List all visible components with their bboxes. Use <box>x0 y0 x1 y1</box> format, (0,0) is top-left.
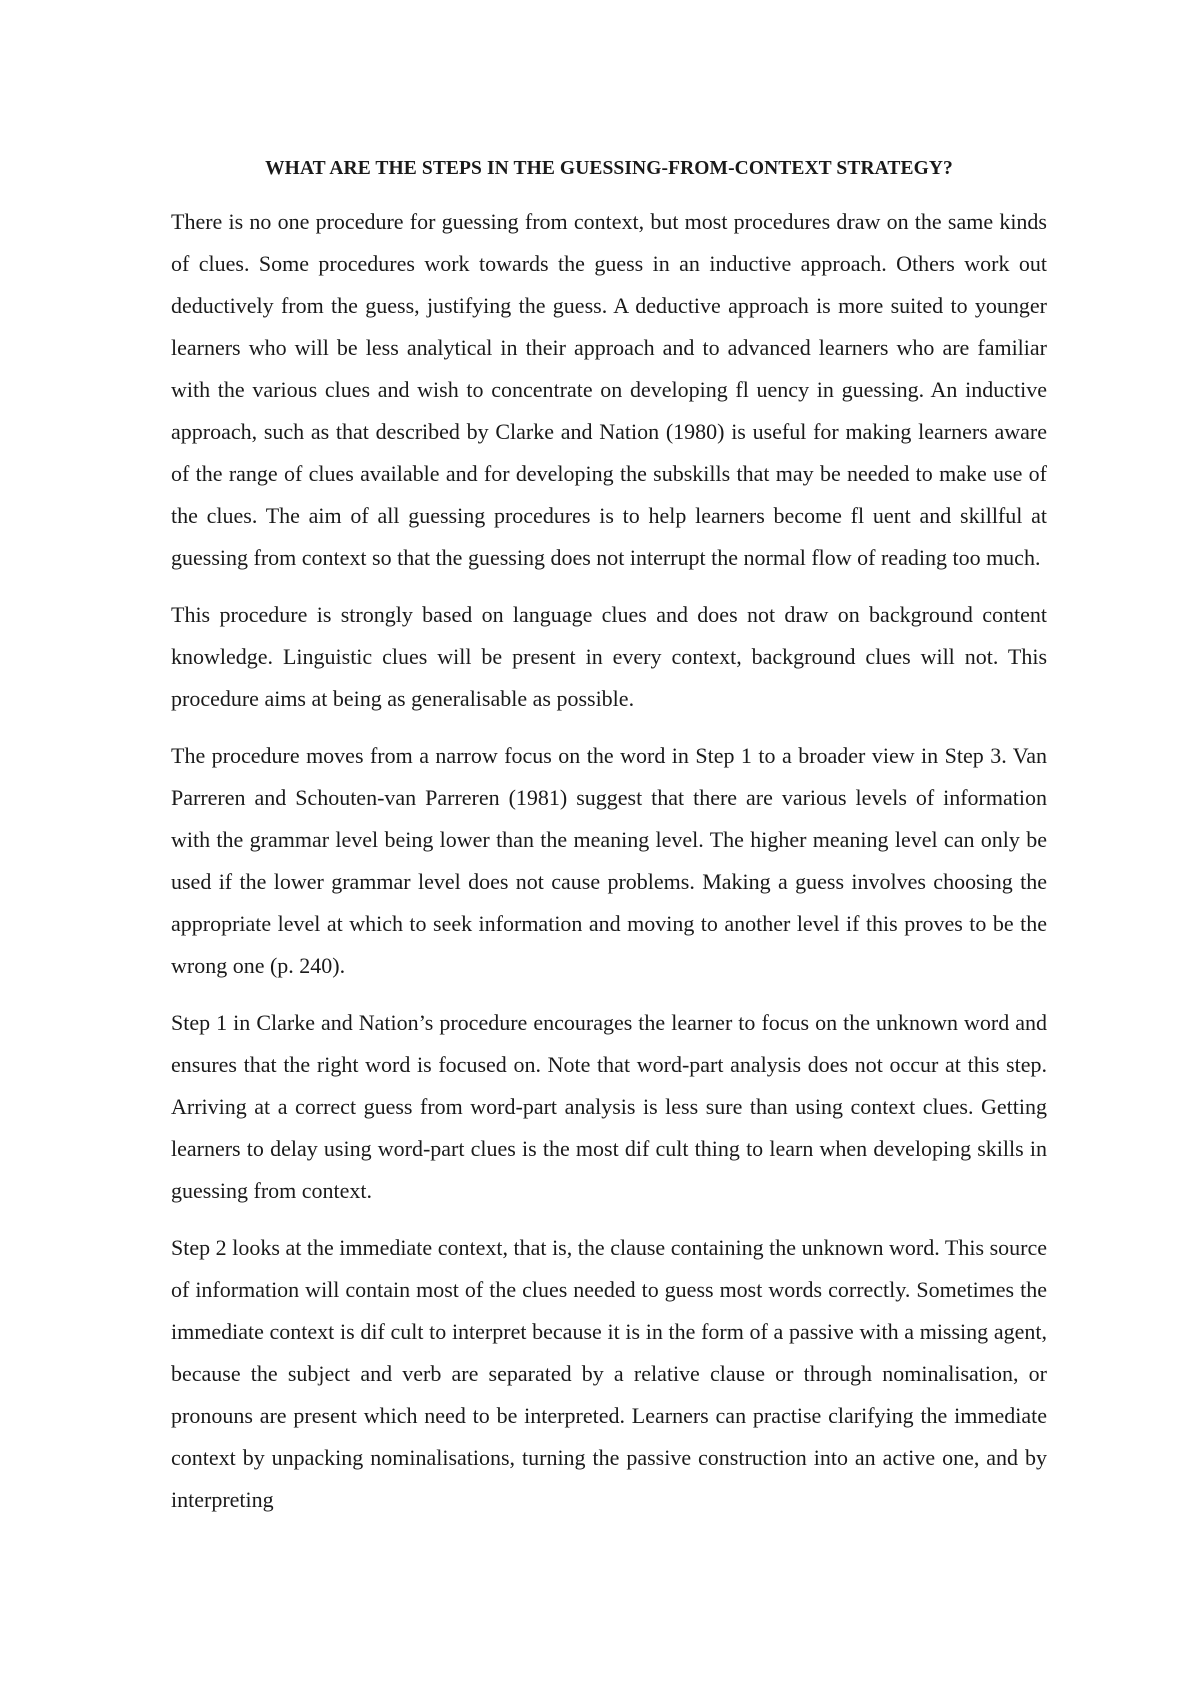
paragraph-2: This procedure is strongly based on language clues and does not draw on background content knowledge. Linguistic clues will be present in every context, background clues will not. This procedure aims at being as generalisable as possible. <box>171 602 1047 711</box>
paragraph-5: Step 2 looks at the immediate context, that is, the clause containing the unknown word. This source of information will contain most of the clues needed to guess most words correctly. Sometimes the immediate context is dif cult to interpret because it is in the form of a passive with a missing agent, because the subject and verb are separated by a relative clause or through nominalisation, or pronouns are present which need to be interpreted. Learners can practise clarifying the immediate context by unpacking nominalisations, turning the passive construction into an active one, and by interpreting <box>171 1235 1047 1512</box>
paragraph-3: The procedure moves from a narrow focus on the word in Step 1 to a broader view in Step 3. Van Parreren and Schouten-van Parreren (1981) suggest that there are various levels of information with the grammar level being lower than the meaning level. The higher meaning level can only be used if the lower grammar level does not cause problems. Making a guess involves choosing the appropriate level at which to seek information and moving to another level if this proves to be the wrong one (p. 240). <box>171 743 1047 978</box>
paragraph-1: There is no one procedure for guessing from context, but most procedures draw on the same kinds of clues. Some procedures work towards the guess in an inductive approach. Others work out deductively from the guess, justifying the guess. A deductive approach is more suited to younger learners who will be less analytical in their approach and to advanced learners who are familiar with the various clues and wish to concentrate on developing fl uency in guessing. An inductive approach, such as that described by Clarke and Nation (1980) is useful for making learners aware of the range of clues available and for developing the subskills that may be needed to make use of the clues. The aim of all guessing procedures is to help learners become fl uent and skillful at guessing from context so that the guessing does not interrupt the normal flow of reading too much. <box>171 209 1047 570</box>
document-title: WHAT ARE THE STEPS IN THE GUESSING-FROM-CONTEXT STRATEGY? <box>265 158 953 179</box>
document-page <box>171 155 1047 1536</box>
paragraph-4: Step 1 in Clarke and Nation’s procedure encourages the learner to focus on the unknown word and ensures that the right word is focused on. Note that word-part analysis does not occur at this step. Arriving at a correct guess from word-part analysis is less sure than using context clues. Getting learners to delay using word-part clues is the most dif cult thing to learn when developing skills in guessing from context. <box>171 1010 1047 1203</box>
